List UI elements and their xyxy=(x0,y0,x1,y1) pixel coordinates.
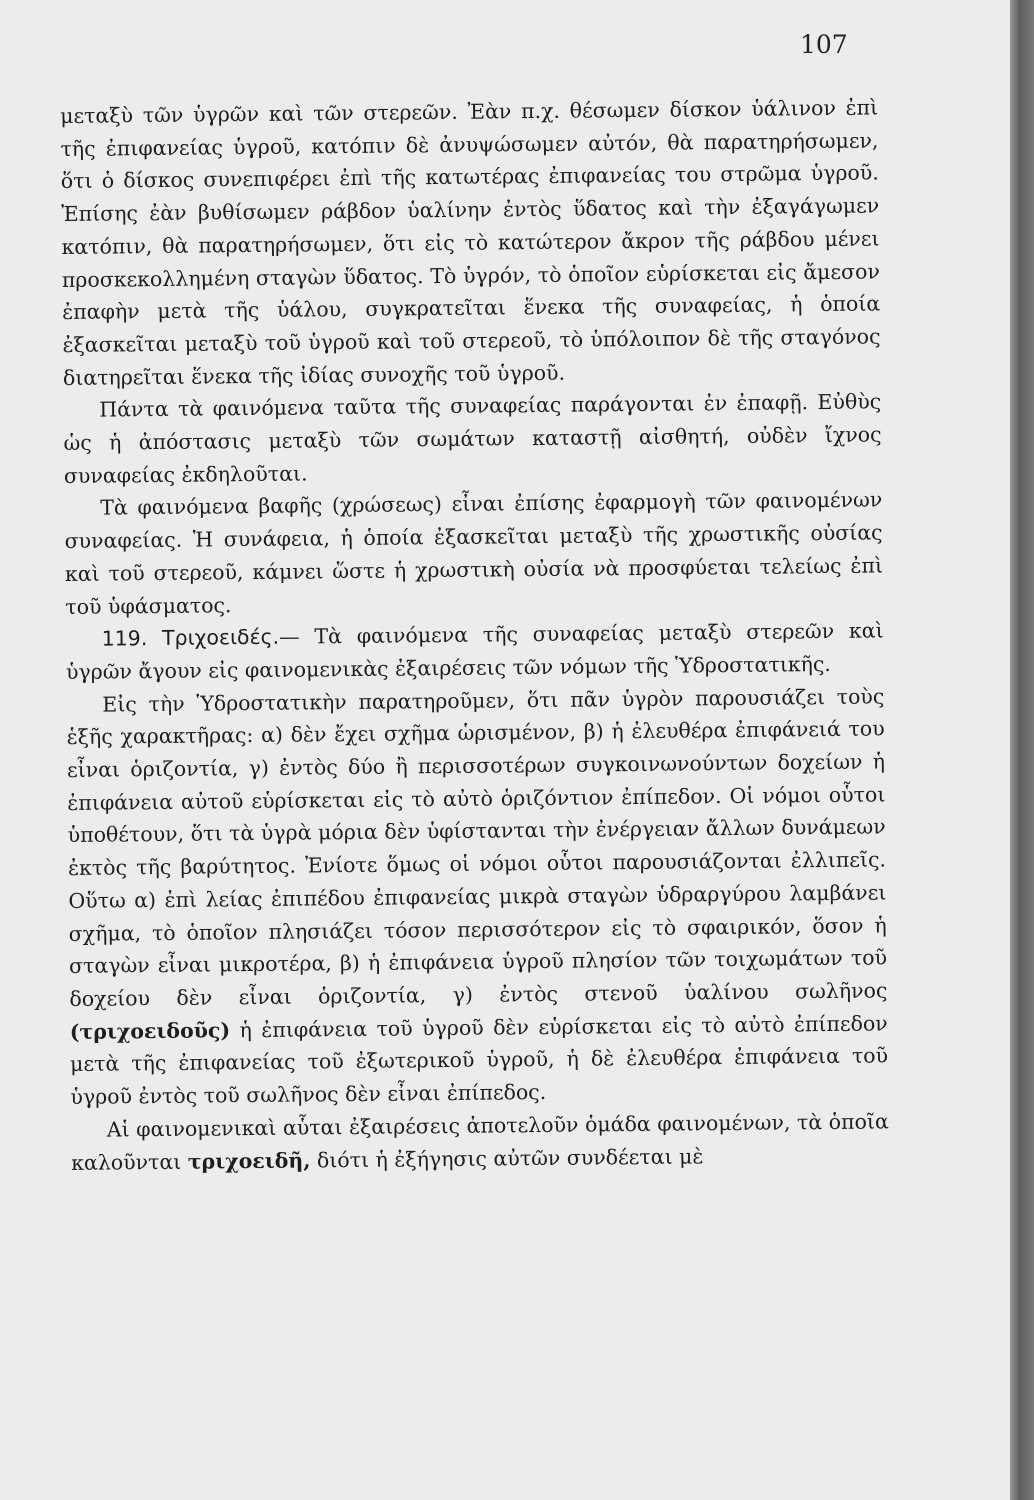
paragraph-5 xyxy=(66,680,888,1114)
page-edge-shadow xyxy=(1010,0,1034,1500)
paragraph-5-text-a: Εἰς τὴν Ὑδροστατικὴν παρατηροῦμεν, ὅτι πᾶν ὑγρὸν παρουσιάζει τοὺς ἑξῆς χαρακτῆρας: α) δὲν ἔχει σχῆμα ὡρισμένον, β) ἡ ἐλευθέρα ἐπιφάνειά του εἶναι ὁριζοντία, γ) ἐντὸς δύο ἢ περισσοτέρων συγκοινωνούντων δοχείων ἡ ἐπιφάνεια αὐτοῦ εὑρίσκεται εἰς τὸ αὐτὸ ὁριζόντιον ἐπίπεδον. Οἱ νόμοι οὗτοι ὑποθέτουν, ὅτι τὰ ὑγρὰ μόρια δὲν ὑφίστανται τὴν ἐνέργειαν ἄλλων δυνάμεων ἐκτὸς τῆς βαρύτητος. Ἐνίοτε ὅμως οἱ νόμοι οὗτοι παρουσιάζονται ἐλλιπεῖς. Οὕτω α) ἐπὶ λείας ἐπιπέδου ἐπιφανείας μικρὰ σταγὼν ὑδραργύρου λαμβάνει σχῆμα, τὸ ὁποῖον πλησιάζει τόσον περισσότερον εἰς τὸ σφαιρικόν, ὅσον ἡ σταγὼν εἶναι μικροτέρα, β) ἡ ἐπιφάνεια ὑγροῦ πλησίον τῶν τοιχωμάτων τοῦ δοχείου δὲν εἶναι ὁριζοντία, γ) ἐντὸς στενοῦ ὑαλίνου σωλῆνος xyxy=(66,684,888,1011)
page-number: 107 xyxy=(800,30,848,59)
paragraph-5-text-b: ἡ ἐπιφάνεια τοῦ ὑγροῦ δὲν εὑρίσκεται εἰς τὸ αὐτὸ ἐπίπεδον μετὰ τῆς ἐπιφανείας τοῦ ἐξωτερικοῦ ὑγροῦ, ἡ δὲ ἐλευθέρα ἐπιφάνεια τοῦ ὑγροῦ ἐντὸς τοῦ σωλῆνος δὲν εἶναι ἐπίπεδος. xyxy=(69,1011,889,1110)
section-heading: 119. Τριχοειδές. xyxy=(101,624,280,651)
paragraph-5-bold-term: (τριχοειδοῦς) xyxy=(69,1017,231,1044)
paragraph-6-text-a: Αἱ φαινομενικαὶ αὗται ἐξαιρέσεις ἀποτελοῦν ὁμάδα φαινομένων, τὰ ὁποῖα καλοῦνται xyxy=(71,1109,889,1175)
paragraph-4 xyxy=(65,615,884,689)
paragraph-6-bold-term: τριχοειδῆ, xyxy=(187,1147,311,1174)
paragraph-4-text: — Τὰ φαινόμενα τῆς συναφείας μεταξὺ στερεῶν καὶ ὑγρῶν ἄγουν εἰς φαινομενικὰς ἐξαιρέσεις τῶν νόμων τῆς Ὑδροστατικῆς. xyxy=(65,618,884,684)
body-text xyxy=(60,91,889,1179)
paragraph-2: Πάντα τὰ φαινόμενα ταῦτα τῆς συναφείας παράγονται ἐν ἐπαφῇ. Εὐθὺς ὡς ἡ ἀπόστασις μεταξὺ τῶν σωμάτων καταστῇ αἰσθητή, οὐδὲν ἴχνος συναφείας ἐκδηλοῦται. xyxy=(63,389,882,488)
paragraph-6-text-b: διότι ἡ ἐξήγησις αὐτῶν συνδέεται μὲ xyxy=(316,1143,704,1172)
paragraph-6 xyxy=(71,1105,890,1179)
paragraph-3: Τὰ φαινόμενα βαφῆς (χρώσεως) εἶναι ἐπίσης ἐφαρμογὴ τῶν φαινομένων συναφείας. Ἡ συνάφεια, ἡ ὁποία ἐξασκεῖται μεταξὺ τῆς χρωστικῆς οὐσίας καὶ τοῦ στερεοῦ, κάμνει ὥστε ἡ χρωστικὴ οὐσία νὰ προσφύεται τελείως ἐπὶ τοῦ ὑφάσματος. xyxy=(64,487,884,619)
paragraph-1: μεταξὺ τῶν ὑγρῶν καὶ τῶν στερεῶν. Ἐὰν π.χ. θέσωμεν δίσκον ὑάλινον ἐπὶ τῆς ἐπιφανείας ὑγροῦ, κατόπιν δὲ ἀνυψώσωμεν αὐτόν, θὰ παρατηρήσωμεν, ὅτι ὁ δίσκος συνεπιφέρει ἐπὶ τῆς κατωτέρας ἐπιφανείας του στρῶμα ὑγροῦ. Ἐπίσης ἐὰν βυθίσωμεν ράβδον ὑαλίνην ἐντὸς ὕδατος καὶ τὴν ἐξαγάγωμεν κατόπιν, θὰ παρατηρήσωμεν, ὅτι εἰς τὸ κατώτερον ἄκρον τῆς ράβδου μένει προσκεκολλημένη σταγὼν ὕδατος. Τὸ ὑγρόν, τὸ ὁποῖον εὑρίσκεται εἰς ἄμεσον ἐπαφὴν μετὰ τῆς ὑάλου, συγκρατεῖται ἕνεκα τῆς συναφείας, ἡ ὁποία ἐξασκεῖται μεταξὺ τοῦ ὑγροῦ καὶ τοῦ στερεοῦ, τὸ ὑπόλοιπον δὲ τῆς σταγόνος διατηρεῖται ἕνεκα τῆς ἰδίας συνοχῆς τοῦ ὑγροῦ. xyxy=(60,95,881,390)
